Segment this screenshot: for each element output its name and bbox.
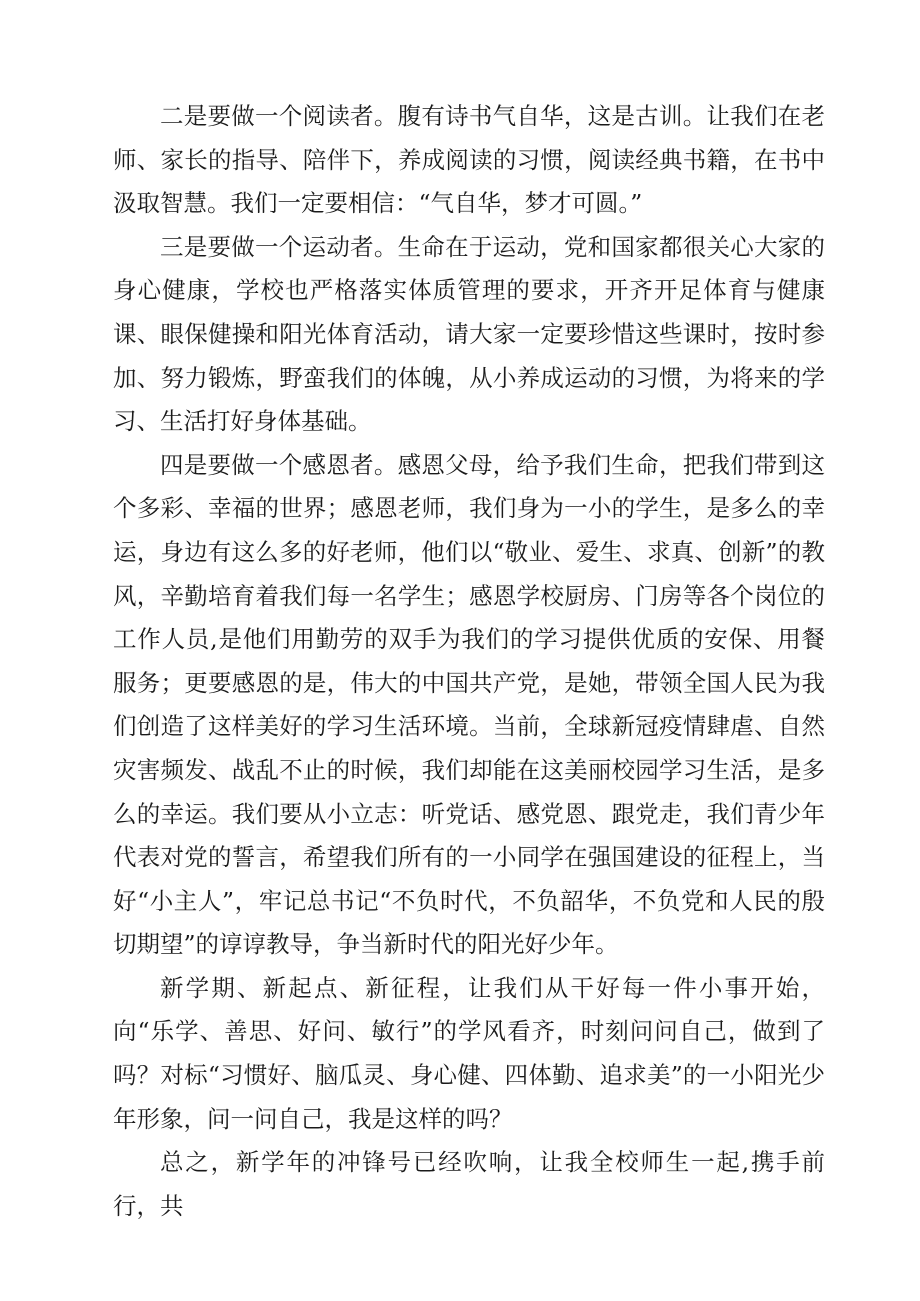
paragraph-reader: 二是要做一个阅读者。腹有诗书气自华，这是古训。让我们在老师、家长的指导、陪伴下，养成阅读的习惯，阅读经典书籍，在书中汲取智慧。我们一定要相信：“气自华，梦才可圆。”	[113, 102, 825, 218]
paragraph-new-semester: 新学期、新起点、新征程，让我们从干好每一件小事开始，向“乐学、善思、好问、敏行”的学风看齐，时刻问问自己，做到了吗？对标“习惯好、脑瓜灵、身心健、四体勤、追求美”的一小阳光少年形象，问一问自己，我是这样的吗？	[113, 973, 825, 1133]
document-body	[113, 95, 825, 1228]
paragraph-conclusion: 总之，新学年的冲锋号已经吹响，让我全校师生一起,携手前行，共	[113, 1148, 825, 1220]
paragraph-athlete: 三是要做一个运动者。生命在于运动，党和国家都很关心大家的身心健康，学校也严格落实体质管理的要求，开齐开足体育与健康课、眼保健操和阳光体育活动，请大家一定要珍惜这些课时，按时参加、努力锻炼，野蛮我们的体魄，从小养成运动的习惯，为将来的学习、生活打好身体基础。	[113, 232, 825, 436]
paragraph-grateful: 四是要做一个感恩者。感恩父母，给予我们生命，把我们带到这个多彩、幸福的世界；感恩老师，我们身为一小的学生，是多么的幸运，身边有这么多的好老师，他们以“敬业、爱生、求真、创新”的教风，辛勤培育着我们每一名学生；感恩学校厨房、门房等各个岗位的工作人员,是他们用勤劳的双手为我们的学习提供优质的安保、用餐服务；更要感恩的是，伟大的中国共产党，是她，带领全国人民为我们创造了这样美好的学习生活环境。当前，全球新冠疫情肆虐、自然灾害频发、战乱不止的时候，我们却能在这美丽校园学习生活，是多么的幸运。我们要从小立志：听党话、感党恩、跟党走，我们青少年代表对党的誓言，希望我们所有的一小同学在强国建设的征程上，当好“小主人”，牢记总书记“不负时代，不负韶华，不负党和人民的殷切期望”的谆谆教导，争当新时代的阳光好少年。	[113, 450, 825, 959]
